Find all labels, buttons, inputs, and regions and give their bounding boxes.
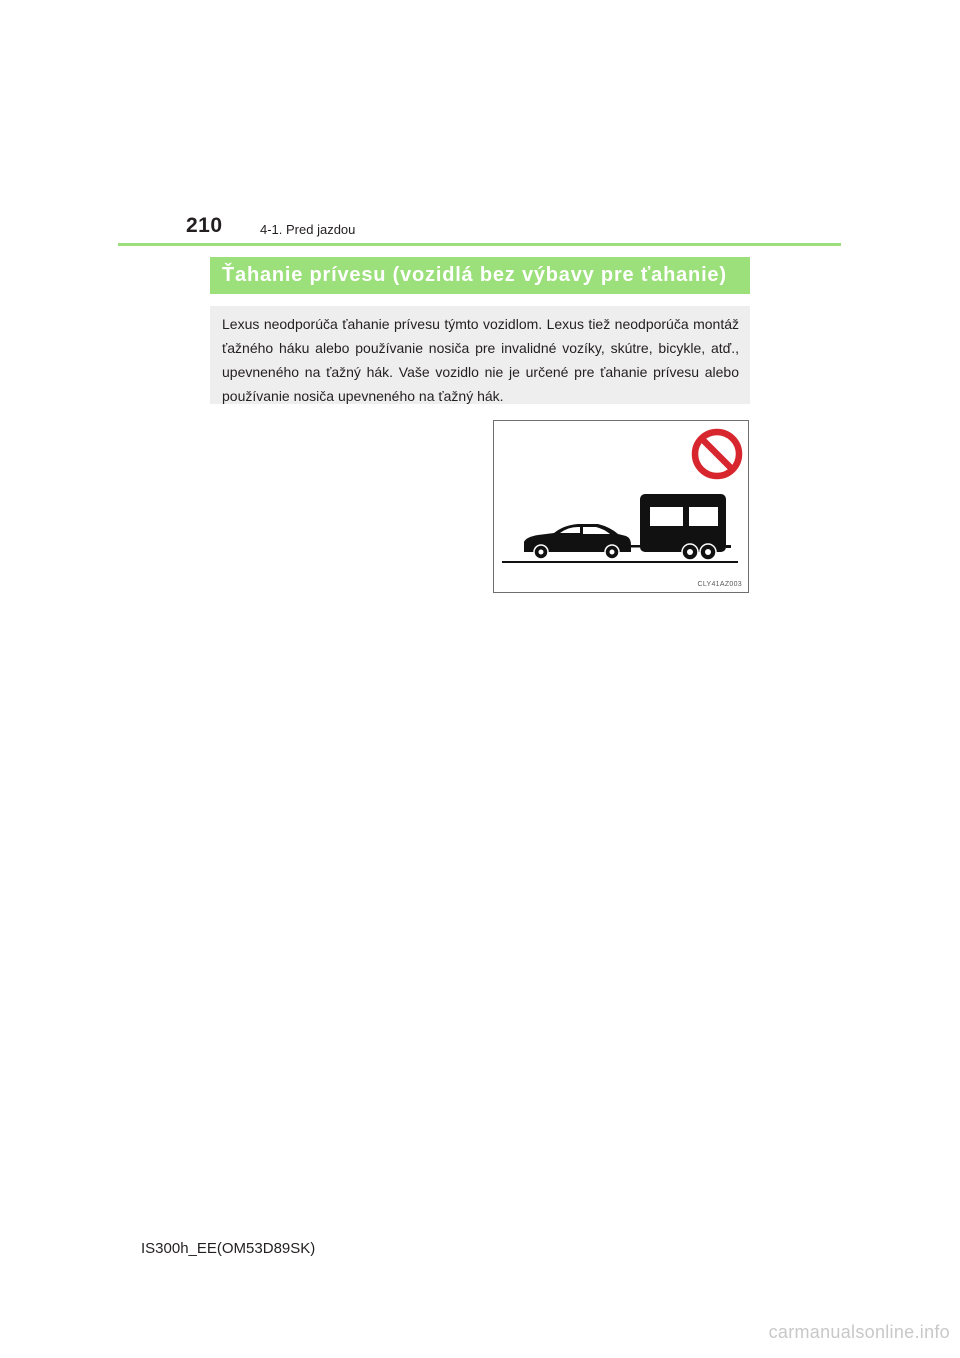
page-number: 210 [186,214,223,237]
watermark: carmanualsonline.info [768,1322,950,1342]
intro-box [210,306,750,404]
towing-illustration [493,420,749,593]
illustration-svg [494,421,748,592]
figure-code: CLY41AZ003 [697,581,742,588]
car-icon [524,524,641,559]
trailer-icon [640,494,731,560]
prohibition-icon [695,432,739,476]
footer-model-code: IS300h_EE(OM53D89SK) [141,1240,316,1257]
intro-text: Lexus neodporúča ťahanie prívesu týmto vozidlom. Lexus tiež neodporúča montáž ťažného háku alebo používanie nosiča pre invalidné vozíky, skútre, bicykle, atď., upevneného na ťažný hák. Vaše vozidlo nie je určené pre ťahanie prívesu alebo používanie nosiča upevneného na ťažný hák. [222,316,739,404]
header-rule [118,243,841,246]
section-title: Ťahanie prívesu (vozidlá bez výbavy pre ťahanie) [222,264,727,286]
section-label: 4-1. Pred jazdou [260,222,356,237]
section-title-bar [210,257,750,294]
